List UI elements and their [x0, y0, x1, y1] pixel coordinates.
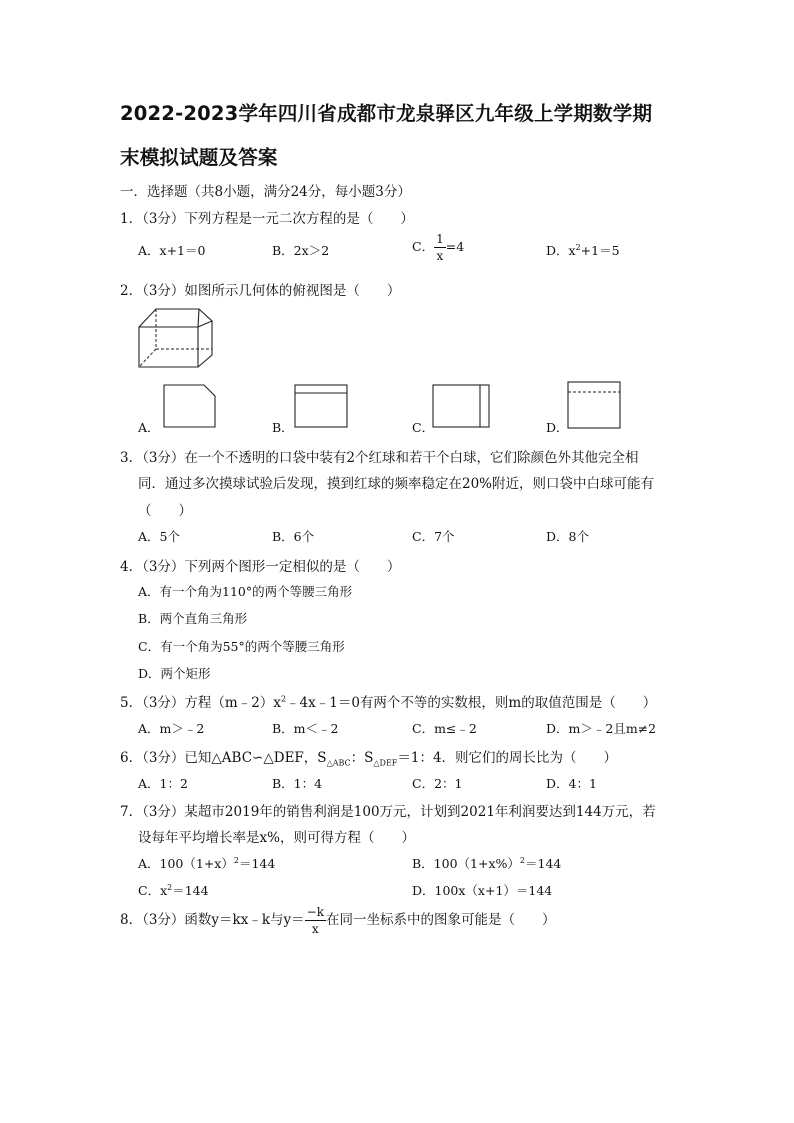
q7-stem-line-2: 设每年平均增长率是x%，则可得方程（ ） [138, 830, 415, 846]
q6-option-a: A．1：2 [138, 776, 188, 791]
q5-option-a: A．m＞﹣2 [138, 721, 205, 736]
q7-option-c-end: ＝144 [172, 883, 209, 898]
q3-option-b: B．6个 [272, 529, 315, 544]
q1-stem: 1．（3分）下列方程是一元二次方程的是（ ） [120, 211, 414, 227]
q7-option-c-start: C．x [138, 883, 168, 898]
q6-stem-subscript-def: △DEF [373, 758, 398, 768]
q8-fraction-numerator: −k [306, 905, 324, 919]
q3-option-d: D．8个 [546, 529, 589, 544]
q3-stem-line-1: 3．（3分）在一个不透明的口袋中装有2个红球和若干个白球，它们除颜色外其他完全相 [120, 450, 639, 466]
q1-option-d-exponent: 2 [575, 242, 581, 252]
q2-option-b: B． [272, 420, 294, 435]
q5-option-d: D．m＞﹣2且m≠2 [546, 721, 657, 736]
q3-option-c: C．7个 [412, 529, 455, 544]
q2-option-a-figure [163, 384, 217, 428]
q6-stem-start: 6．（3分）已知△ABC∽△DEF，S [120, 750, 327, 766]
q1-option-c-numerator: 1 [436, 232, 444, 246]
q4-option-a: A．有一个角为110°的两个等腰三角形 [138, 584, 353, 599]
q2-stem: 2．（3分）如图所示几何体的俯视图是（ ） [120, 283, 401, 299]
q2-option-d: D． [546, 420, 569, 435]
q7-option-c [138, 881, 209, 899]
q7-option-a-exponent: 2 [233, 855, 239, 865]
q2-solid-figure [136, 306, 216, 370]
q6-stem-end: ＝1：4．则它们的周长比为（ ） [397, 750, 618, 766]
q1-option-c-denominator: x [436, 249, 444, 263]
q5-stem-exponent: 2 [280, 694, 287, 704]
title-line-2: 末模拟试题及答案 [120, 146, 278, 169]
q8-fraction-denominator: x [311, 922, 319, 936]
q6-stem-subscript-abc: △ABC [326, 758, 351, 768]
q5-option-b: B．m＜﹣2 [272, 721, 339, 736]
q6-option-b: B．1：4 [272, 776, 323, 791]
q8-stem-end: 在同一坐标系中的图象可能是（ ） [325, 912, 556, 928]
q1-option-c-prefix: C． [412, 239, 435, 254]
q7-option-d: D．100x（x+1）＝144 [412, 883, 553, 898]
q7-option-a-end: ＝144 [238, 856, 276, 871]
q7-option-b-start: B．100（1+x%） [412, 856, 520, 871]
q1-option-d [546, 241, 620, 259]
q4-stem: 4．（3分）下列两个图形一定相似的是（ ） [120, 559, 401, 575]
q1-option-c-suffix: =4 [445, 239, 465, 254]
q8-fraction [305, 906, 326, 935]
q1-option-a: A．x+1＝0 [138, 243, 206, 258]
q7-option-b [412, 854, 561, 872]
q8-stem [120, 906, 555, 935]
q8-stem-start: 8．（3分）函数y＝kx﹣k与y＝ [120, 912, 305, 928]
q5-stem [120, 691, 656, 711]
q5-option-c: C．m≤﹣2 [412, 721, 477, 736]
q2-option-d-figure [567, 381, 621, 429]
q5-stem-end: ﹣4x﹣1＝0有两个不等的实数根，则m的取值范围是（ ） [286, 695, 657, 711]
q5-stem-start: 5．（3分）方程（m﹣2）x [120, 695, 281, 711]
q4-option-b: B．两个直角三角形 [138, 611, 248, 626]
q1-option-d-base: D．x [546, 243, 576, 258]
q6-option-c: C．2：1 [412, 776, 463, 791]
q7-option-b-end: ＝144 [525, 856, 562, 871]
q7-option-b-exponent: 2 [519, 855, 525, 865]
q2-option-c: C． [412, 420, 435, 435]
q4-option-c: C．有一个角为55°的两个等腰三角形 [138, 639, 345, 654]
title-line-1: 2022-2023学年四川省成都市龙泉驿区九年级上学期数学期 [120, 102, 653, 125]
section-heading: 一．选择题（共8小题，满分24分，每小题3分） [120, 184, 411, 200]
q6-stem-middle: ：S [350, 750, 374, 766]
q1-option-d-rest: +1＝5 [580, 243, 620, 258]
q3-stem-line-3: （ ） [138, 503, 192, 519]
q1-option-b: B．2x＞2 [272, 243, 330, 258]
q2-option-b-figure [294, 384, 348, 428]
q1-option-c-fraction [434, 233, 446, 262]
q4-option-d: D．两个矩形 [138, 666, 211, 681]
q6-option-d: D．4：1 [546, 776, 597, 791]
q3-stem-line-2: 同．通过多次摸球试验后发现，摸到红球的频率稳定在20%附近，则口袋中白球可能有 [138, 476, 655, 492]
q3-option-a: A．5个 [138, 529, 180, 544]
q7-option-a-start: A．100（1+x） [138, 856, 234, 871]
q7-stem-line-1: 7．（3分）某超市2019年的销售利润是100万元，计划到2021年利润要达到144万元，若 [120, 804, 656, 820]
q1-option-c [412, 233, 464, 262]
q7-option-a [138, 854, 275, 872]
q6-stem [120, 746, 617, 768]
q7-option-c-exponent: 2 [167, 882, 173, 892]
q2-option-a: A． [138, 420, 160, 435]
q2-option-c-figure [432, 384, 490, 428]
